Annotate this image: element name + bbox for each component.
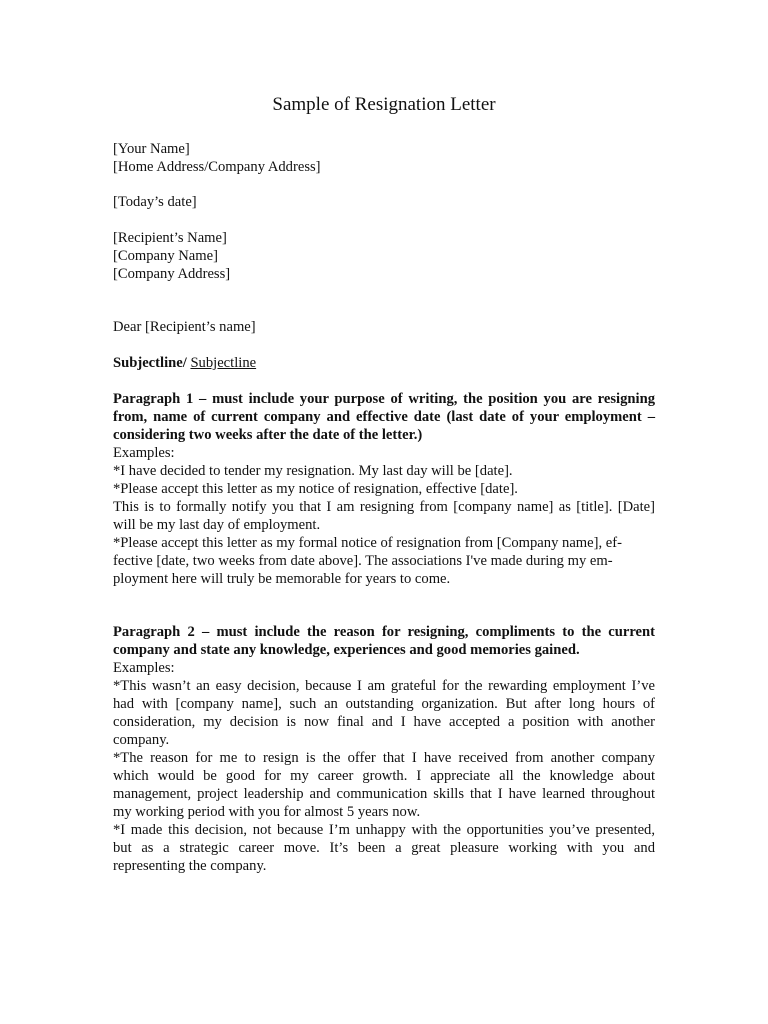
paragraph-2-example-line: had with [company name], such an outstanding organization. But after long hours of <box>113 696 655 712</box>
paragraph-2-heading-line: company and state any knowledge, experiences and good memories gained. <box>113 642 580 658</box>
paragraph-2-example-line: management, project leadership and communication skills that I have learned throughout <box>113 786 655 802</box>
subject-line <box>113 354 655 372</box>
paragraph-2-example-line: which would be good for my career growth. I appreciate all the knowledge about <box>113 768 655 784</box>
subject-value: Subjectline <box>190 355 257 371</box>
paragraph-2-example-line: *The reason for me to resign is the offer that I have received from another company <box>113 750 655 766</box>
document-title: Sample of Resignation Letter <box>272 94 496 115</box>
paragraph-2 <box>113 623 655 875</box>
letter-date: [Today’s date] <box>113 194 197 210</box>
paragraph-1-heading-line: from, name of current company and effective date (last date of your employment – <box>113 409 655 425</box>
paragraph-1-heading-line: Paragraph 1 – must include your purpose of writing, the position you are resigning <box>113 391 655 407</box>
paragraph-2-example-line: my working period with you for almost 5 years now. <box>113 804 421 820</box>
paragraph-1-heading-line: considering two weeks after the date of the letter.) <box>113 427 423 443</box>
paragraph-1-example-line: ployment here will truly be memorable for years to come. <box>113 571 451 587</box>
paragraph-1-examples-label: Examples: <box>113 445 175 461</box>
recipient-company: [Company Name] <box>113 248 218 264</box>
letter-body <box>113 140 655 875</box>
paragraph-1 <box>113 390 655 588</box>
paragraph-1-example-line: This is to formally notify you that I am resigning from [company name] as [title]. [Date] <box>113 499 655 515</box>
salutation: Dear [Recipient’s name] <box>113 319 256 335</box>
paragraph-2-example-line: *I made this decision, not because I’m unhappy with the opportunities you’ve presented, <box>113 822 655 838</box>
recipient-name: [Recipient’s Name] <box>113 230 227 246</box>
paragraph-1-example-line: fective [date, two weeks from date above]. The associations I've made during my em- <box>113 553 613 569</box>
paragraph-1-example-line: *I have decided to tender my resignation. My last day will be [date]. <box>113 463 513 479</box>
subject-label: Subjectline/ <box>113 355 187 371</box>
paragraph-1-example-line: *Please accept this letter as my formal notice of resignation from [Company name], ef- <box>113 535 622 551</box>
sender-address: [Home Address/Company Address] <box>113 159 321 175</box>
paragraph-2-examples-label: Examples: <box>113 660 175 676</box>
paragraph-2-example-line: consideration, my decision is now final and I have accepted a position with another <box>113 714 655 730</box>
paragraph-2-heading-line: Paragraph 2 – must include the reason for resigning, compliments to the current <box>113 624 655 640</box>
paragraph-1-example-line: *Please accept this letter as my notice of resignation, effective [date]. <box>113 481 518 497</box>
paragraph-2-example-line: *This wasn’t an easy decision, because I am grateful for the rewarding employment I’ve <box>113 678 655 694</box>
paragraph-2-example-line: but as a strategic career move. It’s been a great pleasure working with you and <box>113 840 655 856</box>
paragraph-2-example-line: company. <box>113 732 170 748</box>
paragraph-1-example-line: will be my last day of employment. <box>113 517 321 533</box>
recipient-address: [Company Address] <box>113 266 231 282</box>
sender-name: [Your Name] <box>113 141 190 157</box>
paragraph-2-example-line: representing the company. <box>113 858 267 874</box>
